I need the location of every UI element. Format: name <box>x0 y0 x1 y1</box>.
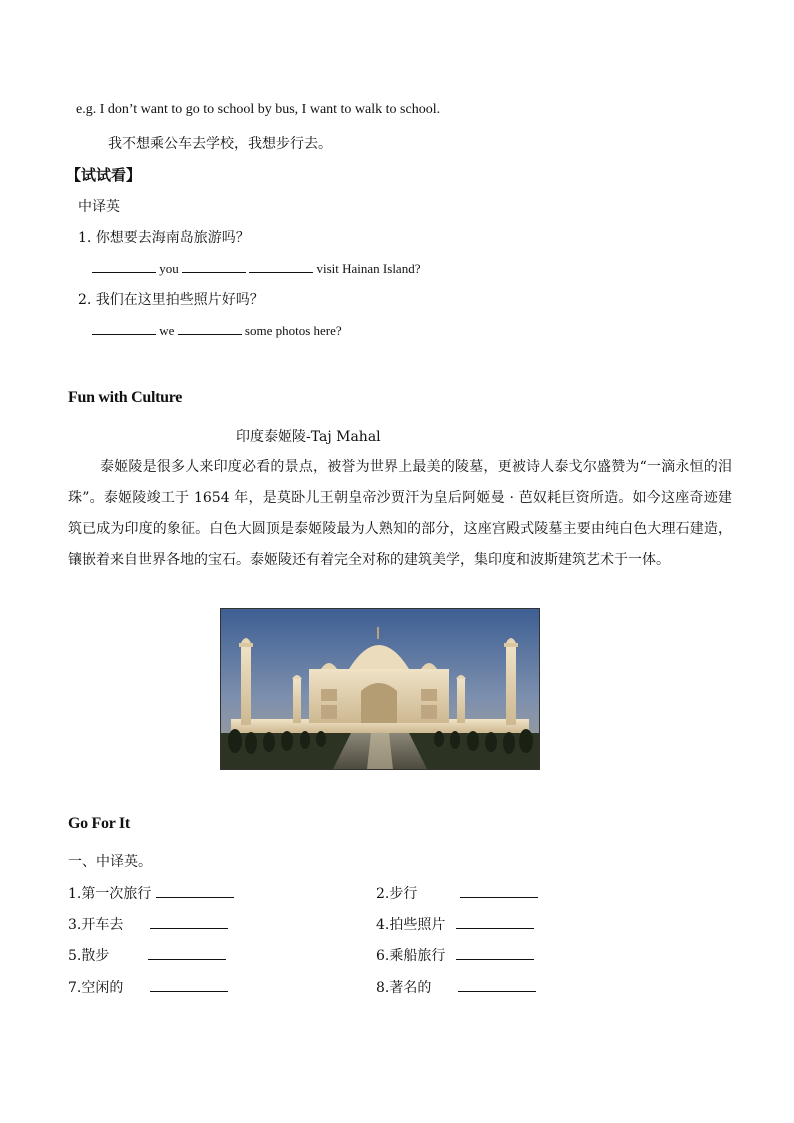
vocab-prompt: 开车去 <box>81 917 124 933</box>
answer-word: you <box>159 261 179 276</box>
culture-paragraph: 泰姬陵是很多人来印度必看的景点，被誉为世界上最美的陵墓，更被诗人泰戈尔盛赞为“一滴永恒的泪珠”。泰姬陵竣工于 1654 年，是莫卧儿王朝皇帝沙贾汗为皇后阿姬曼 · 芭奴耗巨资所造。如今这座奇迹建筑已成为印度的象征。白色大圆顶是泰姬陵最为人熟知的部分，这座宫殿式陵墓主要由纯白色大理石建造，镶嵌着来自世界各地的宝石。泰姬陵还有着完全对称的建筑美学，集印度和波斯建筑艺术于一体。 <box>68 459 732 568</box>
vocab-prompt: 拍些照片 <box>389 917 446 933</box>
answer-line-2 <box>92 321 342 339</box>
question-number: 1. <box>78 230 92 246</box>
vocab-blank[interactable] <box>150 915 228 929</box>
vocab-prompt: 乘船旅行 <box>389 948 446 964</box>
task-label: 中译英 <box>78 199 120 215</box>
vocab-item-2: 2.步行 <box>376 883 538 903</box>
vocab-blank[interactable] <box>458 978 536 992</box>
vocab-item-4: 4.拍些照片 <box>376 914 534 934</box>
vocab-blank[interactable] <box>148 946 226 960</box>
vocab-item-8: 8.著名的 <box>376 977 536 997</box>
example-sentence-en: e.g. I don’t want to go to school by bus, I want to walk to school. <box>76 102 441 117</box>
vocab-prompt: 第一次旅行 <box>81 886 152 902</box>
vocab-item-7: 7.空闲的 <box>68 977 228 997</box>
question-prompt: 你想要去海南岛旅游吗？ <box>95 230 250 246</box>
answer-word: some photos here? <box>244 323 342 338</box>
vocab-item-5: 5.散步 <box>68 945 226 965</box>
vocab-blank[interactable] <box>456 946 534 960</box>
taj-mahal-photo <box>220 608 540 770</box>
vocab-item-6: 6.乘船旅行 <box>376 945 534 965</box>
vocab-item-1: 1.第一次旅行 <box>68 883 234 903</box>
answer-blank[interactable] <box>249 259 313 273</box>
vocab-prompt: 步行 <box>389 886 418 902</box>
vocab-blank[interactable] <box>460 884 538 898</box>
vocab-blank[interactable] <box>156 884 234 898</box>
answer-blank[interactable] <box>182 259 246 273</box>
culture-section-title: Fun with Culture <box>68 389 183 406</box>
answer-line-1 <box>92 259 420 277</box>
answer-blank[interactable] <box>92 321 156 335</box>
answer-word: we <box>159 323 175 338</box>
vocab-prompt: 散步 <box>81 948 110 964</box>
vocab-prompt: 著名的 <box>389 980 432 996</box>
vocab-prompt: 空闲的 <box>81 980 124 996</box>
answer-blank[interactable] <box>92 259 156 273</box>
question-2 <box>78 289 264 309</box>
answer-word: visit Hainan Island? <box>316 261 421 276</box>
taj-mahal-caption: 印度泰姬陵-Taj Mahal <box>236 429 381 445</box>
question-number: 2. <box>78 292 92 308</box>
question-1 <box>78 227 250 247</box>
answer-blank[interactable] <box>178 321 242 335</box>
vocab-blank[interactable] <box>456 915 534 929</box>
vocab-blank[interactable] <box>150 978 228 992</box>
question-prompt: 我们在这里拍些照片好吗？ <box>95 292 264 308</box>
example-sentence-cn: 我不想乘公车去学校，我想步行去。 <box>108 136 332 152</box>
go-for-it-title: Go For It <box>68 815 130 832</box>
try-it-title: 【试试看】 <box>66 166 142 184</box>
section-1-heading: 一、中译英。 <box>68 854 152 870</box>
vocab-item-3: 3.开车去 <box>68 914 228 934</box>
